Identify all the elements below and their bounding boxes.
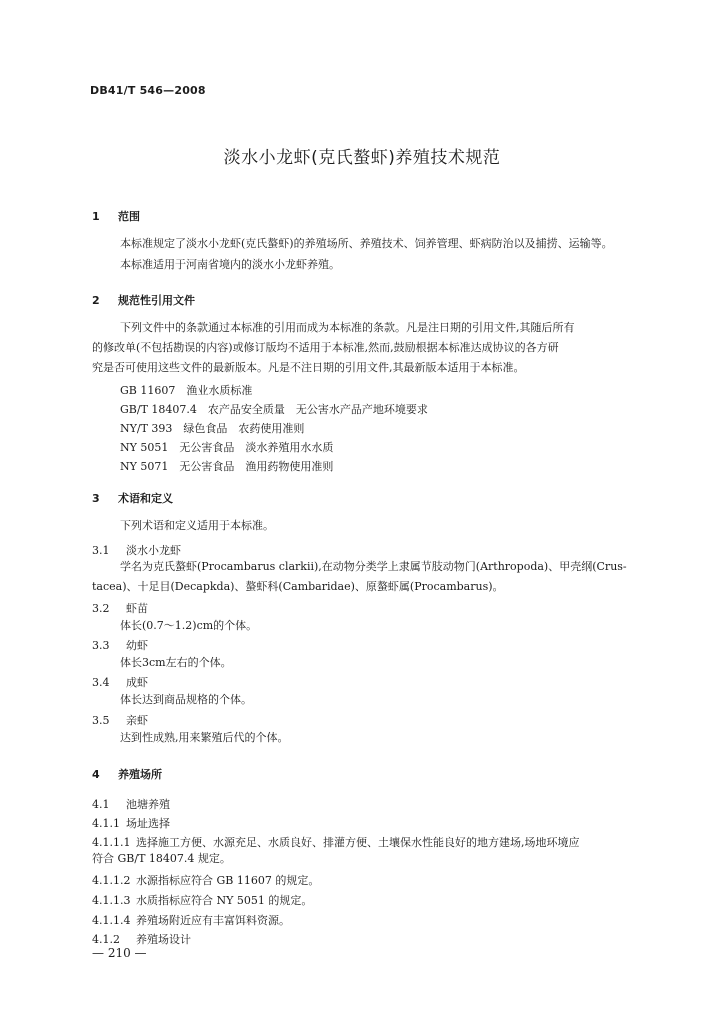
term-number: 3.2	[92, 602, 110, 615]
subsection-number: 4.1	[92, 798, 110, 811]
section-heading-3	[92, 490, 173, 506]
subsection-title: 池塘养殖	[126, 798, 170, 811]
clause-number: 4.1.1.2	[92, 874, 131, 887]
section-heading-4	[92, 766, 162, 782]
paragraph-line: 究是否可使用这些文件的最新版本。凡是不注日期的引用文件,其最新版本适用于本标准。	[92, 361, 525, 374]
section-number: 2	[92, 294, 100, 307]
page-number: — 210 —	[92, 946, 147, 960]
term-name: 成虾	[126, 676, 148, 689]
reference-item: NY/T 393 绿色食品 农药使用准则	[120, 422, 305, 435]
subsection-heading	[92, 931, 191, 947]
term-name: 幼虾	[126, 639, 148, 652]
term-definition-line: tacea)、十足目(Decapkda)、螯虾科(Cambaridae)、原螯虾属(Procambarus)。	[92, 580, 504, 593]
reference-item: GB/T 18407.4 农产品安全质量 无公害水产品产地环境要求	[120, 403, 428, 416]
section-number: 3	[92, 492, 100, 505]
term-number: 3.4	[92, 676, 110, 689]
clause	[92, 892, 312, 908]
term-definition: 体长达到商品规格的个体。	[120, 693, 252, 706]
term-definition: 体长(0.7～1.2)cm的个体。	[120, 619, 258, 632]
reference-item: GB 11607 渔业水质标准	[120, 384, 253, 397]
term-heading	[92, 600, 148, 616]
section-title: 范围	[118, 210, 140, 223]
reference-item: NY 5051 无公害食品 淡水养殖用水水质	[120, 441, 334, 454]
clause-number: 4.1.1.1	[92, 836, 131, 849]
term-name: 淡水小龙虾	[126, 544, 181, 557]
subsection-heading	[92, 796, 170, 812]
subsection-title: 养殖场设计	[136, 933, 191, 946]
clause-text-line: 符合 GB/T 18407.4 规定。	[92, 852, 231, 865]
reference-item: NY 5071 无公害食品 渔用药物使用准则	[120, 460, 334, 473]
subsection-heading	[92, 815, 170, 831]
section-title: 养殖场所	[118, 768, 162, 781]
term-number: 3.3	[92, 639, 110, 652]
paragraph: 本标准规定了淡水小龙虾(克氏螯虾)的养殖场所、养殖技术、饲养管理、虾病防治以及捕捞、运输等。	[120, 237, 613, 250]
term-heading	[92, 674, 148, 690]
clause-text: 养殖场附近应有丰富饵料资源。	[136, 914, 290, 927]
clause-number: 4.1.1.3	[92, 894, 131, 907]
subsection-title: 场址选择	[126, 817, 170, 830]
section-title: 规范性引用文件	[118, 294, 195, 307]
term-number: 3.5	[92, 714, 110, 727]
term-name: 虾苗	[126, 602, 148, 615]
term-heading	[92, 637, 148, 653]
subsection-number: 4.1.1	[92, 817, 120, 830]
term-name: 亲虾	[126, 714, 148, 727]
term-heading	[92, 542, 181, 558]
document-title: 淡水小龙虾(克氏螯虾)养殖技术规范	[223, 148, 501, 168]
clause-text: 水源指标应符合 GB 11607 的规定。	[136, 874, 320, 887]
term-definition: 达到性成熟,用来繁殖后代的个体。	[120, 731, 289, 744]
paragraph-line: 下列文件中的条款通过本标准的引用而成为本标准的条款。凡是注日期的引用文件,其随后所有	[120, 321, 575, 334]
section-number: 1	[92, 210, 100, 223]
paragraph: 下列术语和定义适用于本标准。	[120, 519, 274, 532]
section-heading-2	[92, 292, 195, 308]
clause-text: 水质指标应符合 NY 5051 的规定。	[136, 894, 313, 907]
clause	[92, 834, 580, 850]
term-heading	[92, 712, 148, 728]
term-number: 3.1	[92, 544, 110, 557]
subsection-number: 4.1.2	[92, 933, 120, 946]
clause	[92, 872, 319, 888]
paragraph-line: 的修改单(不包括勘误的内容)或修订版均不适用于本标准,然而,鼓励根据本标准达成协议的各方研	[92, 341, 559, 354]
term-definition-line: 学名为克氏螯虾(Procambarus clarkii),在动物分类学上隶属节肢动物门(Arthropoda)、甲壳纲(Crus-	[120, 560, 627, 573]
standard-code: DB41/T 546—2008	[90, 84, 206, 97]
paragraph: 本标准适用于河南省境内的淡水小龙虾养殖。	[120, 258, 340, 271]
section-number: 4	[92, 768, 100, 781]
clause-number: 4.1.1.4	[92, 914, 131, 927]
clause-text: 选择施工方便、水源充足、水质良好、排灌方便、土壤保水性能良好的地方建场,场地环境应	[136, 836, 580, 849]
section-heading-1	[92, 208, 140, 224]
term-definition: 体长3cm左右的个体。	[120, 656, 232, 669]
clause	[92, 912, 290, 928]
section-title: 术语和定义	[118, 492, 173, 505]
